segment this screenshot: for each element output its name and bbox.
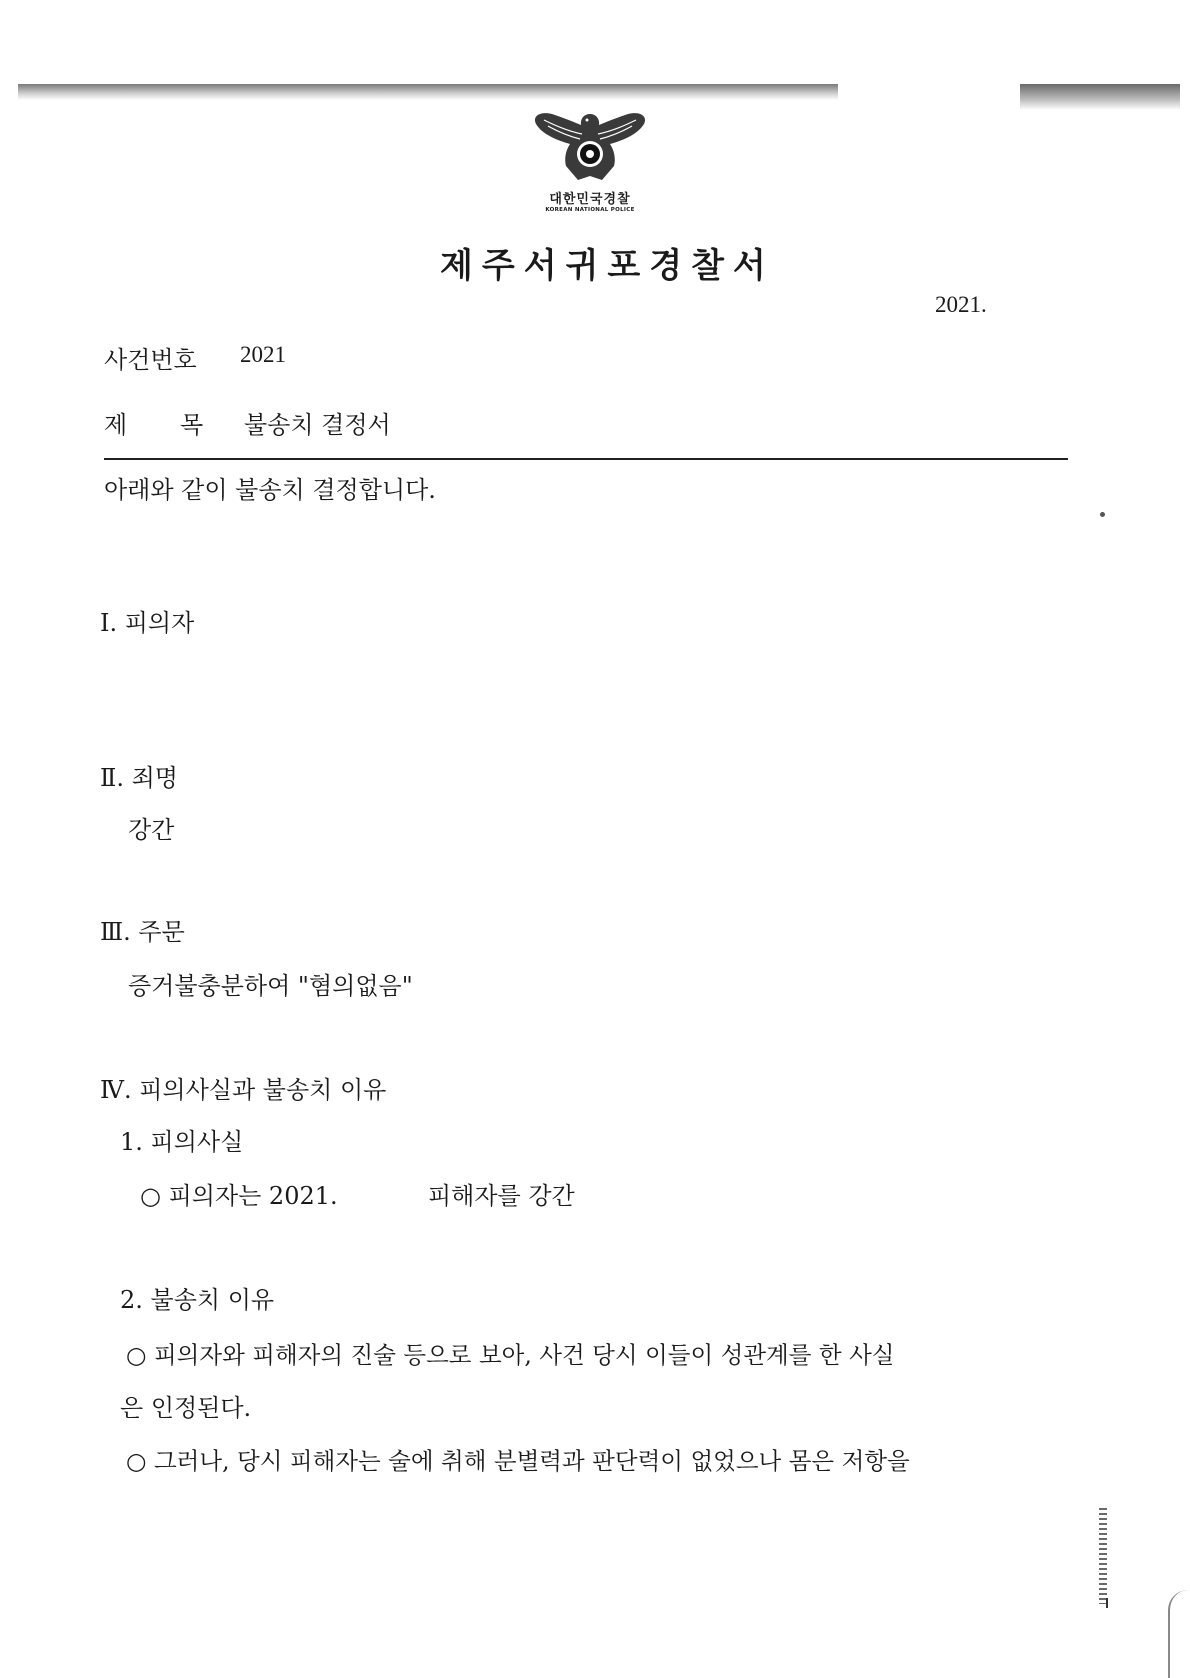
emblem-english-text: KOREAN NATIONAL POLICE (545, 207, 635, 213)
section-1-heading: Ⅰ. 피의자 (100, 609, 195, 637)
case-number-label: 사건번호 (104, 346, 197, 374)
section-4-sub2-paragraph-2-line-1: ○ 그러나, 당시 피해자는 술에 취해 분별력과 판단력이 없었으나 몸은 저항을 (126, 1447, 910, 1475)
section-2-heading: Ⅱ. 죄명 (100, 764, 178, 792)
eagle-emblem-icon (530, 110, 650, 186)
case-number-value: 2021 (240, 342, 286, 367)
section-4-sub1-item-b: 피해자를 강간 (428, 1182, 575, 1210)
section-4-sub1-item-a: ○ 피의자는 2021. (140, 1182, 338, 1210)
intro-statement: 아래와 같이 불송치 결정합니다. (104, 476, 436, 504)
title-value: 불송치 결정서 (244, 411, 391, 439)
section-4-sub1-heading: 1. 피의사실 (120, 1128, 244, 1156)
section-2-content: 강간 (128, 816, 175, 844)
section-4-sub2-paragraph-1-line-2: 은 인정된다. (120, 1394, 252, 1422)
section-3-content: 증거불충분하여 "혐의없음" (128, 972, 413, 1000)
title-label-first: 제 (104, 411, 128, 439)
police-emblem (520, 110, 660, 218)
scan-edge-marks (1099, 1508, 1107, 1604)
scan-edge-tick (1106, 1598, 1108, 1608)
section-4-sub2-heading: 2. 불송치 이유 (120, 1286, 275, 1314)
scan-shadow-top-right (1020, 84, 1180, 110)
title-label-second: 목 (180, 411, 204, 439)
section-3-heading: Ⅲ. 주문 (100, 918, 185, 946)
section-4-sub2-paragraph-1-line-1: ○ 피의자와 피해자의 진술 등으로 보아, 사건 당시 이들이 성관계를 한 사실 (126, 1341, 895, 1369)
header-divider (104, 458, 1068, 460)
document-date: 2021. (935, 292, 987, 317)
scan-speck (1100, 512, 1105, 517)
emblem-korean-text: 대한민국경찰 (549, 192, 631, 207)
section-4-heading: Ⅳ. 피의사실과 불송치 이유 (100, 1076, 387, 1104)
page-curl-shadow (1168, 1590, 1190, 1678)
scan-shadow-top-left (18, 84, 838, 100)
station-title: 제주서귀포경찰서 (440, 246, 775, 286)
